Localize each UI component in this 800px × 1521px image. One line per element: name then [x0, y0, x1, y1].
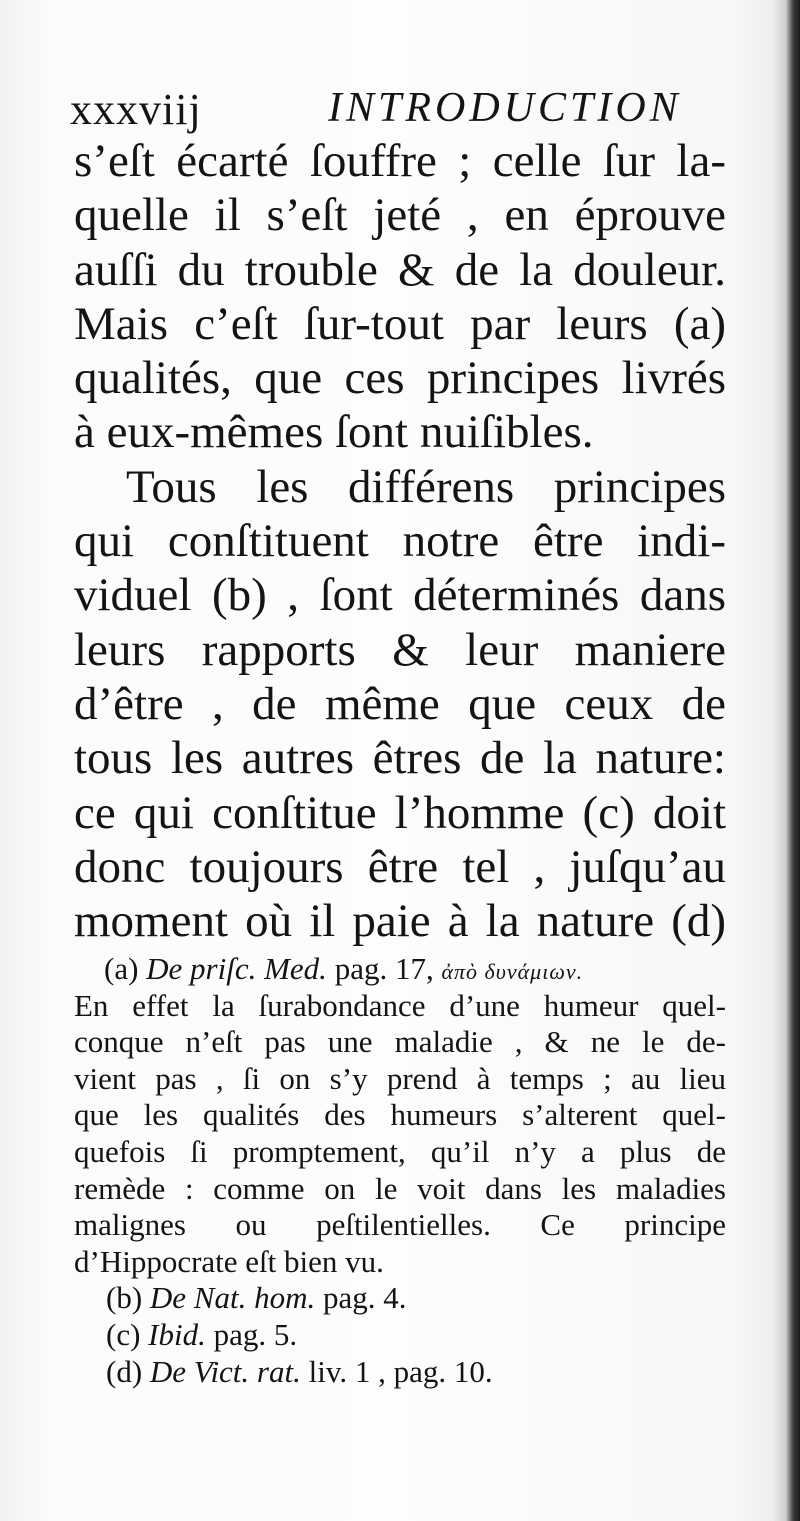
text-line: donc toujours être tel , juſqu’au — [74, 840, 726, 893]
footnote-line: remède : comme on le voit dans les maladies — [74, 1170, 726, 1206]
footnote-d — [74, 1354, 726, 1391]
text-line: Mais c’eſt ſur-tout par leurs (a) — [74, 297, 726, 350]
footnotes — [74, 951, 726, 1390]
footnote-line: vient pas , ſi on s’y prend à temps ; au lieu — [74, 1060, 726, 1096]
footnote-mark: (d) — [106, 1353, 143, 1389]
footnote-line: que les qualités des humeurs s’alterent quel- — [74, 1097, 726, 1133]
footnote-greek: ἀπὸ δυνάμιων. — [441, 959, 584, 984]
footnote-source: De Vict. rat. — [149, 1353, 301, 1389]
text-line: qualités, que ces principes livrés — [74, 352, 726, 405]
text-line: d’être , de même que ceux de — [74, 677, 726, 730]
paragraph-start-line: Tous les différens principes — [126, 460, 726, 513]
footnote-line: quefois ſi promptement, qu’il n’y a plus de — [74, 1133, 726, 1169]
footnote-page: liv. 1 , pag. 10. — [308, 1353, 493, 1389]
footnote-page: pag. 5. — [213, 1316, 298, 1352]
page-gutter-shadow — [774, 0, 800, 1521]
text-line: qui conſtituent notre être indi- — [74, 515, 726, 568]
text-line: viduel (b) , ſont déterminés dans — [74, 569, 726, 622]
text-line: leurs rapports & leur maniere — [74, 623, 726, 676]
main-text — [74, 134, 726, 948]
text-line: quelle il s’eſt jeté , en éprouve — [74, 189, 726, 242]
text-line: moment où il paie à la nature (d) — [74, 895, 726, 948]
footnote-mark: (a) — [104, 951, 139, 986]
footnote-line: malignes ou peſtilentielles. Ce principe — [74, 1207, 726, 1243]
footnote-b — [74, 1280, 726, 1317]
footnote-source: Ibid. — [148, 1316, 206, 1352]
footnote-page: pag. 4. — [322, 1280, 407, 1316]
footnote-source: De Nat. hom. — [149, 1280, 316, 1316]
text-line: à eux-mêmes ſont nuiſibles. — [74, 406, 594, 459]
footnote-mark: (b) — [106, 1280, 143, 1316]
page-folio: xxxviij — [70, 85, 202, 134]
footnote-line: conque n’eſt pas une maladie , & ne le de- — [74, 1024, 726, 1060]
footnote-line: En effet la ſurabondance d’une humeur quel- — [74, 987, 726, 1023]
footnote-c — [74, 1317, 726, 1354]
text-line: tous les autres êtres de la nature: — [74, 732, 726, 785]
running-title: INTRODUCTION — [328, 85, 682, 131]
text-line: ce qui conſtitue l’homme (c) doit — [74, 786, 726, 839]
footnote-source: De priſc. Med. — [146, 951, 327, 986]
footnote-page: pag. 17, — [334, 951, 434, 986]
footnote-mark: (c) — [106, 1316, 141, 1352]
page-header — [70, 78, 730, 138]
text-line: auſſi du trouble & de la douleur. — [74, 243, 726, 296]
text-line: s’eſt écarté ſouffre ; celle ſur la- — [74, 135, 726, 187]
footnote-line: d’Hippocrate eſt bien vu. — [74, 1243, 384, 1279]
footnote-a-heading — [74, 951, 726, 988]
